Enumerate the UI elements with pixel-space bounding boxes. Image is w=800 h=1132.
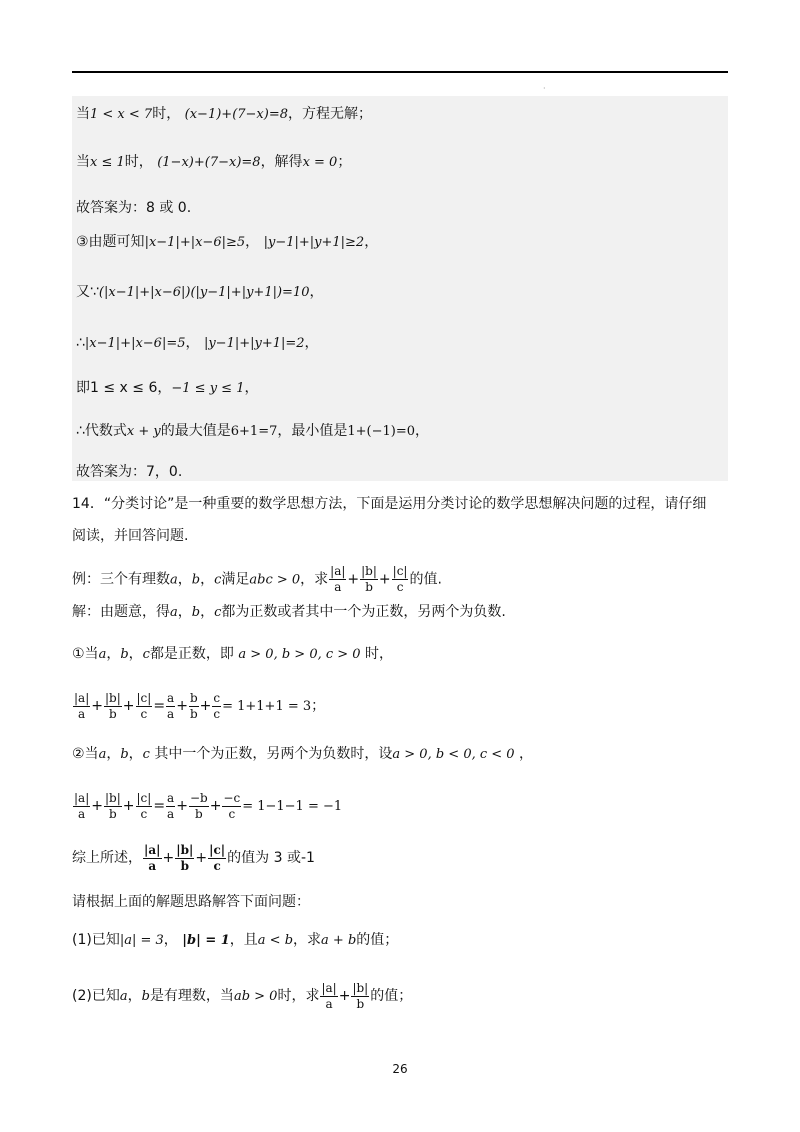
text: 的值为 3 或-1: [227, 850, 315, 866]
text: ，且: [229, 932, 258, 948]
question-1: [72, 930, 398, 951]
math-result: = 1+1+1 = 3: [222, 699, 312, 714]
text: ，: [127, 988, 142, 1004]
text: 综上所述，: [72, 850, 142, 866]
fraction-a-a: $\frac{a}{a}$: [167, 690, 175, 721]
var-a: a: [98, 647, 107, 662]
header-mark: ·: [543, 84, 546, 93]
fraction-abs-b: $\frac{|b|}{b}$: [352, 980, 369, 1011]
question-2: (2)已知a，b是有理数，当ab > 0时，求 $\frac{|a|}{a}$ + $\frac{|b|}{b}$ 的值；: [72, 980, 413, 1011]
text: ，: [415, 423, 430, 439]
fraction-abs-a: $\frac{|a|}{a}$: [74, 790, 90, 821]
fraction-abs-c: $\frac{|c|}{c}$: [136, 790, 152, 821]
math-equation: (|x−1|+|x−6|)(|y−1|+|y+1|)=10: [98, 285, 310, 300]
fraction-abs-a: $\frac{|a|}{a}$: [74, 690, 90, 721]
math-condition: abc > 0: [249, 572, 301, 588]
text: 当: [76, 106, 90, 122]
var-b: b: [191, 605, 201, 620]
var-a: a: [119, 989, 128, 1004]
text: ，: [128, 646, 143, 662]
text: ，: [185, 335, 200, 351]
text: 即1 ≤ x ≤ 6，: [76, 380, 172, 396]
fraction-abs-b: $\frac{|b|}{b}$: [104, 790, 121, 821]
math-equation: |b| = 1: [182, 933, 230, 948]
text: ，: [106, 746, 121, 762]
math-equation: 6+1=7: [230, 424, 278, 439]
text: ，: [177, 571, 192, 588]
case-2-line: [72, 744, 533, 765]
text: 其中一个为正数，另两个为负数时，设: [154, 746, 393, 762]
math-expression: a + b: [321, 933, 357, 948]
var-b: b: [191, 572, 201, 588]
math-equation: 1+(−1)=0: [347, 424, 416, 439]
fraction-abs-a: $\frac{|a|}{a}$: [330, 564, 346, 594]
math-inequality: −1 ≤ y ≤ 1: [171, 381, 245, 396]
text: 时，: [152, 106, 181, 122]
text: ，方程无解；: [288, 106, 372, 122]
solution-line-9: 故答案为：7，0.: [76, 464, 183, 480]
text: ，最小值是: [277, 423, 348, 439]
text: ，: [245, 234, 260, 250]
fraction-abs-b: $\frac{|b|}{b}$: [361, 564, 377, 594]
var-b: b: [120, 647, 129, 662]
math-equation: (1−x)+(7−x)=8: [157, 155, 261, 170]
math-answer: x = 0: [302, 155, 338, 170]
text: ，: [364, 234, 379, 250]
fraction-abs-b: $\frac{|b|}{b}$: [176, 842, 194, 873]
text: ，: [106, 646, 121, 662]
math-equation: |a| = 3: [119, 933, 164, 948]
solution-line-4: [76, 232, 378, 253]
var-c: c: [214, 605, 222, 620]
fraction-abs-c: $\frac{|c|}{c}$: [209, 842, 226, 873]
fraction-c-c: $\frac{c}{c}$: [213, 690, 221, 721]
fraction-b-b: $\frac{b}{b}$: [189, 690, 198, 721]
math-condition: a > 0, b < 0, c < 0: [392, 747, 515, 762]
text: ，求: [293, 932, 322, 948]
fraction-abs-a: $\frac{|a|}{a}$: [144, 842, 161, 873]
math-expression: x + y: [126, 424, 161, 439]
problem-14-intro-cont: 阅读，并回答问题.: [72, 528, 189, 544]
text: 都是正数，即: [149, 646, 234, 662]
text: 时，求: [277, 988, 320, 1004]
text: ①当: [72, 646, 99, 662]
fraction-abs-a: $\frac{|a|}{a}$: [321, 980, 337, 1011]
example-line: 例：三个有理数a，b，c满足abc > 0，求 $\frac{|a|}{a}$ + $\frac{|b|}{b}$ + $\frac{|c|}{c}$ 的值.: [72, 564, 442, 594]
text: 的值；: [356, 932, 399, 948]
math-condition: x ≤ 1: [90, 155, 125, 170]
case-2-equation: $\frac{|a|}{a}$ + $\frac{|b|}{b}$ + $\frac{|c|}{c}$ = $\frac{a}{a}$ + $\frac{-b}{b}$ + $\frac{-c}{c}$ = 1−1−1 = −1: [74, 790, 343, 821]
text: 是有理数，当: [149, 988, 234, 1004]
text: ，: [244, 380, 259, 396]
fraction-neg-b-b: $\frac{-b}{b}$: [189, 790, 208, 821]
math-equation: |y−1|+|y+1|=2: [203, 336, 305, 351]
fraction-abs-c: $\frac{|c|}{c}$: [136, 690, 152, 721]
var-c: c: [142, 647, 150, 662]
case-1-line: [72, 644, 393, 665]
var-a: a: [170, 572, 178, 588]
text: ∴: [76, 335, 85, 351]
var-c: c: [214, 572, 222, 588]
math-condition: 1 < x < 7: [90, 107, 153, 122]
text: ，: [309, 284, 324, 300]
text: ，: [163, 932, 178, 948]
text: ③由题可知: [76, 234, 145, 250]
summary-line: 综上所述， $\frac{|a|}{a}$ + $\frac{|b|}{b}$ + $\frac{|c|}{c}$ 的值为 3 或-1: [72, 842, 315, 873]
fraction-neg-c-c: $\frac{-c}{c}$: [223, 790, 241, 821]
solution-line-6: [76, 333, 319, 354]
var-a: a: [98, 747, 107, 762]
text: ，求: [300, 571, 329, 588]
text: 的值；: [370, 988, 413, 1004]
text: 的值.: [409, 571, 442, 588]
text: 解：由题意，得: [72, 604, 170, 620]
problem-14-intro: 14．“分类讨论”是一种重要的数学思想方法，下面是运用分类讨论的数学思想解决问题的过程，请仔细: [72, 496, 707, 512]
text: 都为正数或者其中一个为正数，另两个为负数.: [221, 604, 506, 620]
fraction-a-a: $\frac{a}{a}$: [167, 790, 175, 821]
var-a: a: [170, 605, 178, 620]
text: (1)已知: [72, 932, 120, 948]
text: ∴代数式: [76, 423, 127, 439]
solution-line-1: [76, 104, 372, 125]
math-inequality: |y−1|+|y+1|≥2: [263, 235, 365, 250]
text: 满足: [221, 571, 250, 588]
text: ，解得: [260, 154, 303, 170]
page-number: 26: [392, 1062, 408, 1076]
solution-intro-line: [72, 602, 506, 623]
text: ，: [200, 604, 215, 620]
math-condition: ab > 0: [233, 989, 278, 1004]
var-b: b: [141, 989, 150, 1004]
solution-line-2: [76, 152, 351, 173]
var-c: c: [142, 747, 150, 762]
text: ②当: [72, 746, 99, 762]
text: ，: [128, 746, 143, 762]
var-b: b: [120, 747, 129, 762]
text: 的最大值是: [160, 423, 231, 439]
case-1-equation: $\frac{|a|}{a}$ + $\frac{|b|}{b}$ + $\frac{|c|}{c}$ = $\frac{a}{a}$ + $\frac{b}{b}$ + $\frac{c}{c}$ = 1+1+1 = 3；: [74, 690, 326, 721]
solution-line-8: [76, 421, 429, 442]
header-rule: [72, 71, 728, 73]
solution-line-5: [76, 282, 323, 303]
math-inequality: |x−1|+|x−6|≥5: [144, 235, 246, 250]
text: (2)已知: [72, 988, 120, 1004]
solution-line-7: [76, 378, 258, 399]
instruction-line: 请根据上面的解题思路解答下面问题：: [72, 894, 310, 910]
fraction-abs-b: $\frac{|b|}{b}$: [104, 690, 121, 721]
math-equation: |x−1|+|x−6|=5: [84, 336, 186, 351]
fraction-abs-c: $\frac{|c|}{c}$: [392, 564, 408, 594]
text: 时，: [124, 154, 153, 170]
text: 当: [76, 154, 90, 170]
math-result: = 1−1−1 = −1: [242, 799, 343, 814]
text: ；: [311, 698, 326, 714]
text: ；: [337, 154, 352, 170]
math-equation: (x−1)+(7−x)=8: [184, 107, 288, 122]
math-condition: a < b: [257, 933, 294, 948]
text: ，: [519, 746, 534, 762]
text: 时，: [365, 646, 394, 662]
math-condition: a > 0, b > 0, c > 0: [238, 647, 361, 662]
text: 例：三个有理数: [72, 571, 170, 588]
text: 又∵: [76, 284, 99, 300]
text: ，: [200, 571, 215, 588]
solution-line-3: 故答案为：8 或 0.: [76, 200, 192, 216]
text: ，: [304, 335, 319, 351]
text: ，: [177, 604, 192, 620]
